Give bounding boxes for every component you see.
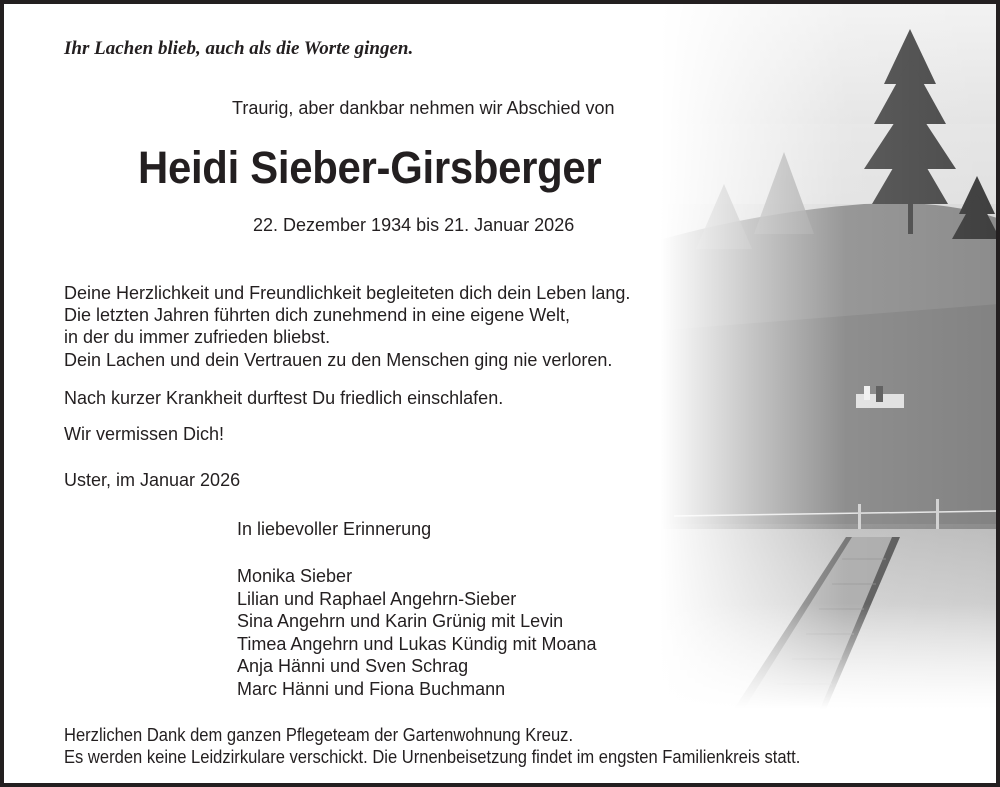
tribute-paragraph bbox=[64, 282, 630, 371]
deceased-name: Heidi Sieber-Girsberger bbox=[138, 142, 602, 193]
mourner-item: Sina Angehrn und Karin Grünig mit Levin bbox=[237, 611, 564, 632]
motto-quote: Ihr Lachen blieb, auch als die Worte gingen. bbox=[64, 38, 414, 59]
mourner-item: Timea Angehrn und Lukas Kündig mit Moana bbox=[237, 633, 597, 654]
landscape-photo-graphic bbox=[614, 4, 1000, 709]
passing-note: Nach kurzer Krankheit durftest Du friedlich einschlafen. bbox=[64, 388, 504, 408]
footer-notes bbox=[64, 724, 800, 769]
mourner-item: Lilian und Raphael Angehrn-Sieber bbox=[237, 588, 517, 609]
tribute-line: Deine Herzlichkeit und Freundlichkeit begleiteten dich dein Leben lang. bbox=[64, 283, 631, 303]
tribute-line: Dein Lachen und dein Vertrauen zu den Menschen ging nie verloren. bbox=[64, 349, 613, 370]
place-date: Uster, im Januar 2026 bbox=[64, 470, 241, 490]
mourners-list bbox=[237, 565, 597, 701]
life-dates: 22. Dezember 1934 bis 21. Januar 2026 bbox=[253, 215, 575, 235]
mourner-item: Anja Hänni und Sven Schrag bbox=[237, 656, 469, 677]
landscape-photo bbox=[614, 4, 1000, 709]
mourner-item: Marc Hänni und Fiona Buchmann bbox=[237, 678, 506, 699]
miss-you-text: Wir vermissen Dich! bbox=[64, 424, 225, 444]
tribute-line: Die letzten Jahren führten dich zunehmend in eine eigene Welt, bbox=[64, 305, 570, 326]
tribute-line: in der du immer zufrieden bliebst. bbox=[64, 327, 331, 348]
intro-text: Traurig, aber dankbar nehmen wir Abschied von bbox=[232, 98, 615, 118]
footer-thanks: Herzlichen Dank dem ganzen Pflegeteam der Gartenwohnung Kreuz. bbox=[64, 725, 574, 745]
memory-heading: In liebevoller Erinnerung bbox=[237, 519, 432, 539]
mourner-item: Monika Sieber bbox=[237, 566, 353, 586]
footer-burial-info: Es werden keine Leidzirkulare verschickt. Die Urnenbeisetzung findet im engsten Familienkreis statt. bbox=[64, 747, 801, 768]
